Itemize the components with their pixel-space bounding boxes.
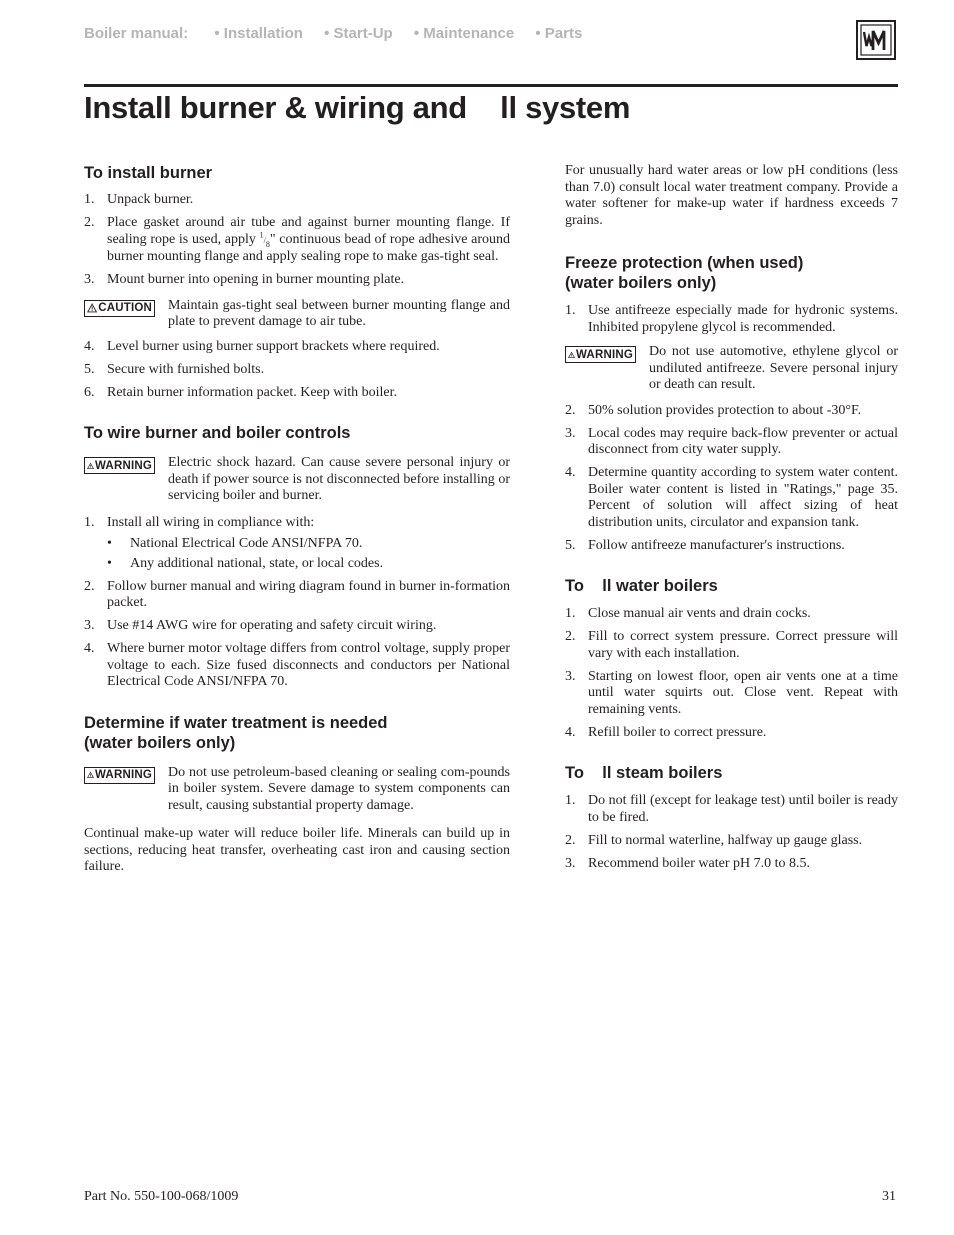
- step-number: 2.: [565, 402, 576, 418]
- wire-burner-steps: [84, 515, 510, 691]
- step-text: " continuous bead of rope adhesive around burner mounting flange and apply sealing rope to make gas-tight seal.: [107, 231, 510, 264]
- step-text: Retain burner information packet. Keep with boiler.: [107, 384, 398, 400]
- step-number: 1.: [565, 606, 576, 621]
- step-text: Refill boiler to correct pressure.: [588, 724, 767, 740]
- step-number: 1.: [84, 192, 95, 207]
- list-item: [107, 556, 510, 573]
- list-item: [84, 362, 510, 379]
- wire-burner-heading: To wire burner and boiler controls: [84, 424, 351, 442]
- part-number: Part No. 550-100-068/1009: [84, 1189, 239, 1204]
- list-item: [84, 385, 510, 402]
- list-item: [565, 725, 898, 742]
- list-item: [565, 538, 898, 555]
- step-number: 4.: [84, 641, 95, 656]
- step-number: 3.: [84, 618, 95, 633]
- step-text: 50% solution provides protection to about -30°F.: [588, 402, 862, 418]
- bullet: •: [107, 555, 112, 571]
- wm-logo-graphic: [858, 22, 894, 58]
- header-nav: [84, 25, 599, 42]
- code-bullets: [107, 536, 510, 572]
- step-number: 2.: [84, 215, 95, 230]
- step-text: Recommend boiler water pH 7.0 to 8.5.: [588, 855, 811, 871]
- nav-start-up[interactable]: • Start-Up: [324, 25, 393, 42]
- water-treatment-warning-alert: [84, 765, 510, 815]
- warning-triangle-icon: [87, 769, 94, 781]
- step-text: Where burner motor voltage differs from control voltage, supply proper voltage to each. Size fused disconnects and conductors per National Electrical Code ANSI/NFPA 70.: [107, 641, 510, 689]
- fraction-numerator: 1: [259, 229, 264, 239]
- hard-water-paragraph: For unusually hard water areas or low pH conditions (less than 7.0) consult local water treatment company. Provide a water softener for make-up water if hardness exceeds 7 grains.: [565, 163, 898, 228]
- step-number: 2.: [565, 629, 576, 644]
- step-text: Close manual air vents and drain cocks.: [588, 606, 811, 621]
- warning-label: WARNING: [95, 769, 152, 781]
- install-burner-steps: [84, 192, 510, 289]
- warning-badge: [84, 457, 155, 474]
- step-text: Local codes may require back-flow preventer or actual disconnect from city water supply.: [588, 425, 898, 457]
- freeze-steps-continued: [565, 403, 898, 555]
- list-item: [84, 192, 510, 209]
- step-number: 1.: [565, 303, 576, 318]
- step-text: Starting on lowest floor, open air vents one at a time until water squirts out. Close vent. Repeat with remaining vents.: [588, 668, 898, 717]
- page-title: Install burner & wiring and ll system: [84, 90, 631, 125]
- antifreeze-warning-alert: [565, 344, 898, 394]
- step-text: Secure with furnished bolts.: [107, 361, 265, 377]
- step-text: Install all wiring in compliance with:: [107, 514, 315, 530]
- step-text: Mount burner into opening in burner mounting plate.: [107, 272, 405, 287]
- step-number: 3.: [565, 668, 576, 684]
- left-column: [84, 163, 510, 876]
- freeze-protection-heading: Freeze protection (when used) (water boilers only): [565, 254, 804, 292]
- warning-label: WARNING: [95, 459, 152, 472]
- step-number: 4.: [84, 338, 95, 354]
- step-text: Level burner using burner support brackets where required.: [107, 338, 440, 354]
- fraction-denominator: 8: [265, 239, 270, 249]
- header-label: Boiler manual:: [84, 25, 189, 42]
- list-item: [84, 618, 510, 635]
- nav-maintenance[interactable]: • Maintenance: [413, 25, 515, 42]
- right-column: [565, 163, 898, 879]
- step-number: 2.: [84, 578, 95, 594]
- list-item: [565, 465, 898, 531]
- warning-text: Electric shock hazard. Can cause severe personal injury or death if power source is not disconnected before installing or servicing boiler and burner.: [168, 455, 510, 503]
- fill-steam-boilers-heading: To ll steam boilers: [565, 764, 723, 782]
- list-item: [84, 339, 510, 356]
- freeze-steps: [565, 303, 898, 336]
- warning-text: Do not use automotive, ethylene glycol or undiluted antifreeze. Severe personal injury or death can result.: [649, 344, 898, 392]
- step-number: 1.: [84, 514, 95, 530]
- list-item: [84, 272, 510, 289]
- step-number: 3.: [565, 425, 576, 441]
- step-text: Follow burner manual and wiring diagram found in burner in-formation packet.: [107, 578, 510, 610]
- step-text: Fill to correct system pressure. Correct pressure will vary with each installation.: [588, 629, 898, 661]
- list-item: [565, 629, 898, 662]
- bullet-text: Any additional national, state, or local codes.: [130, 555, 384, 571]
- step-number: 3.: [565, 855, 576, 871]
- warning-badge: [565, 346, 636, 363]
- bullet: •: [107, 536, 112, 551]
- water-treatment-paragraph: Continual make-up water will reduce boiler life. Minerals can build up in sections, reducing heat transfer, overheating cast iron and causing section failure.: [84, 826, 510, 874]
- list-item: 2. Place gasket around air tube and against burner mounting flange. If sealing rope is used, apply $^1/_8$" continuous bead of rope adhesive around burner mounting flange and apply sealing rope to make gas-tight seal.: [84, 215, 510, 264]
- step-number: 5.: [565, 537, 576, 553]
- caution-text: Maintain gas-tight seal between burner mounting flange and plate to prevent damage to air tube.: [168, 297, 510, 329]
- warning-triangle-icon: [87, 460, 94, 472]
- list-item: [565, 426, 898, 459]
- list-item: [565, 606, 898, 623]
- step-text: Do not fill (except for leakage test) until boiler is ready to be fired.: [588, 793, 898, 825]
- step-number: 4.: [565, 724, 576, 740]
- list-item: [565, 303, 898, 336]
- list-item: [84, 579, 510, 612]
- step-number: 1.: [565, 793, 576, 808]
- list-item: [107, 536, 510, 553]
- fill-steam-steps: [565, 793, 898, 872]
- nav-installation[interactable]: • Installation: [214, 25, 303, 42]
- caution-badge: [84, 300, 155, 317]
- header-rule: [84, 84, 898, 87]
- bullet-text: National Electrical Code ANSI/NFPA 70.: [130, 536, 363, 551]
- install-burner-heading: To install burner: [84, 164, 213, 182]
- warning-text: Do not use petroleum-based cleaning or sealing com-pounds in boiler system. Severe damage to system components can result, causing substantial property damage.: [168, 764, 510, 813]
- list-item: [84, 641, 510, 691]
- step-number: 5.: [84, 361, 95, 377]
- list-item: [565, 669, 898, 719]
- wm-logo-icon: [856, 20, 896, 60]
- caution-label: CAUTION: [98, 302, 152, 314]
- step-number: 6.: [84, 384, 95, 400]
- list-item: [565, 833, 898, 850]
- warning-label: WARNING: [576, 348, 633, 361]
- list-item: [565, 793, 898, 826]
- list-item: [84, 515, 510, 573]
- list-item: [565, 403, 898, 420]
- wiring-warning-alert: [84, 455, 510, 505]
- install-burner-steps-continued: [84, 339, 510, 402]
- step-text: Use #14 AWG wire for operating and safety circuit wiring.: [107, 618, 437, 633]
- step-text: Place gasket around air tube and against burner mounting flange. If sealing rope is used, apply: [107, 215, 510, 247]
- step-number: 2.: [565, 832, 576, 848]
- step-text: Unpack burner.: [107, 192, 194, 207]
- warning-triangle-icon: [87, 302, 97, 314]
- step-text: Follow antifreeze manufacturer's instructions.: [588, 537, 845, 553]
- warning-badge: [84, 767, 155, 784]
- step-text: Fill to normal waterline, halfway up gauge glass.: [588, 832, 863, 848]
- fill-water-boilers-heading: To ll water boilers: [565, 577, 718, 595]
- step-number: 3.: [84, 272, 95, 287]
- caution-alert: [84, 298, 510, 331]
- fill-water-steps: [565, 606, 898, 741]
- water-treatment-heading: Determine if water treatment is needed (water boilers only): [84, 713, 388, 752]
- step-text: Use antifreeze especially made for hydronic systems. Inhibited propylene glycol is recommended.: [588, 303, 898, 335]
- warning-triangle-icon: [568, 349, 575, 361]
- nav-parts[interactable]: • Parts: [535, 25, 583, 42]
- page-number: 31: [882, 1189, 896, 1204]
- step-number: 4.: [565, 465, 576, 480]
- list-item: [565, 856, 898, 873]
- step-text: Determine quantity according to system water content. Boiler water content is listed in "Ratings," page 35. Percent of solution will affect sizing of heat distribution units, circulator and expansion tank.: [588, 465, 898, 530]
